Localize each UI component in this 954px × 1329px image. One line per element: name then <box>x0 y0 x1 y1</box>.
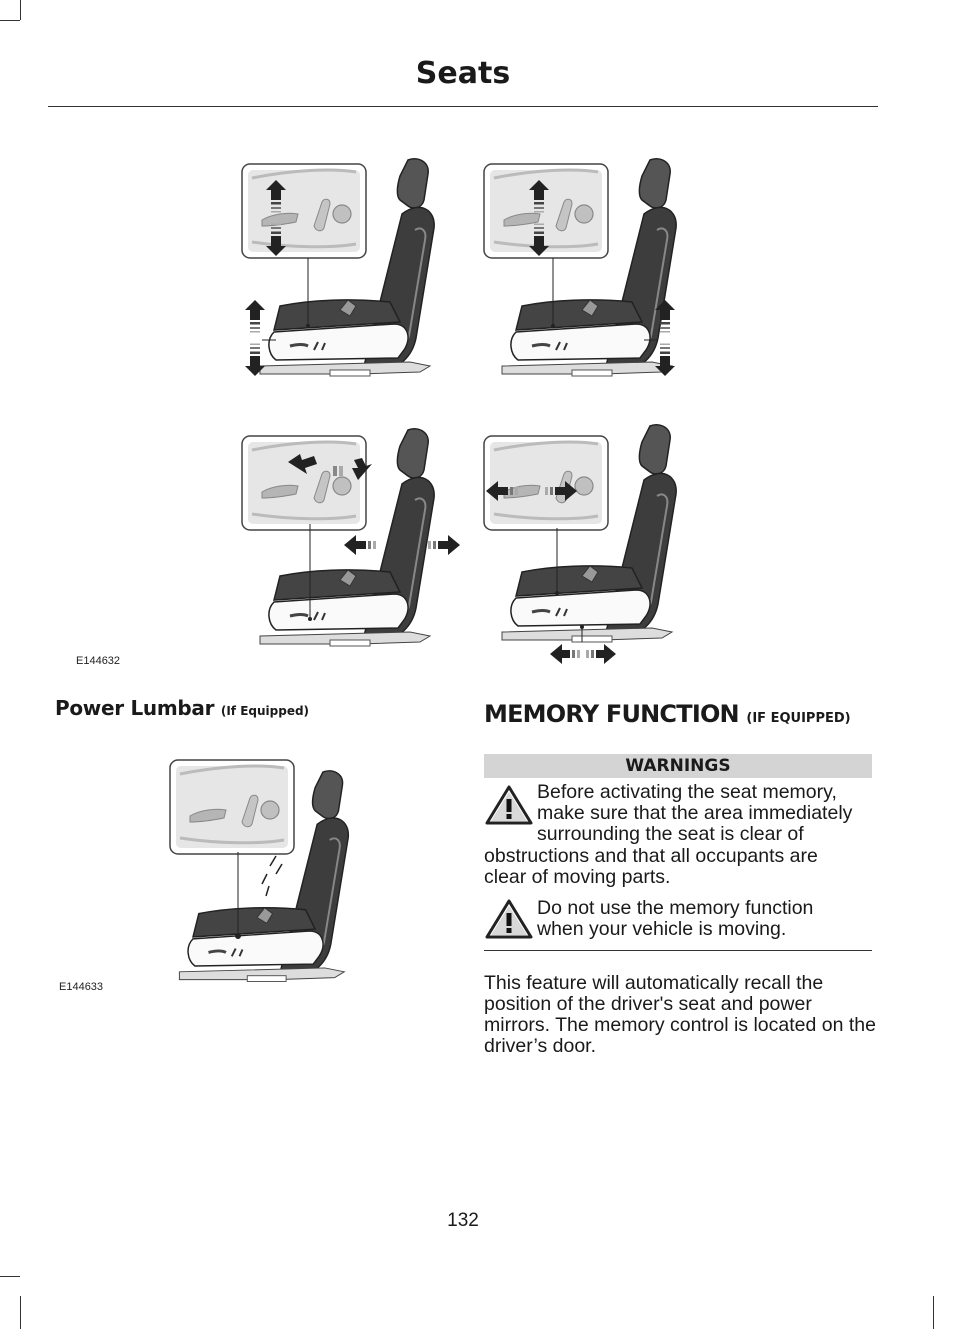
warnings-label: WARNINGS <box>484 754 872 778</box>
control-panel <box>242 436 366 530</box>
warning-text: Do not use the memory function when your vehicle is moving. <box>537 897 814 940</box>
memory-function-title: MEMORY FUNCTION <box>484 700 739 728</box>
crop-mark <box>933 1296 934 1329</box>
control-panel <box>484 436 608 530</box>
arrow-up-icon <box>245 300 265 333</box>
power-lumbar-title: Power Lumbar <box>55 696 215 720</box>
control-panel <box>242 164 366 258</box>
warning-text-continued: obstructions and that all occupants are clear of moving parts. <box>484 845 818 888</box>
warning-triangle-icon <box>484 784 534 826</box>
page-number: 132 <box>447 1210 479 1231</box>
arrow-left-icon <box>344 535 366 555</box>
crop-mark <box>20 0 21 20</box>
page-title: Seats <box>415 56 511 91</box>
arrow-right-icon <box>596 644 616 664</box>
control-panel <box>484 164 608 258</box>
power-lumbar-qualifier: (If Equipped) <box>220 704 310 718</box>
power-lumbar-illustration <box>160 756 360 982</box>
arrow-right-icon <box>438 535 460 555</box>
header-rule <box>48 106 878 107</box>
crop-mark <box>0 1276 20 1277</box>
crop-mark <box>0 20 20 21</box>
memory-function-heading <box>484 700 851 728</box>
figure-code: E144632 <box>76 655 121 667</box>
power-lumbar-heading <box>55 696 309 720</box>
crop-mark <box>20 1296 21 1329</box>
seat-adjustment-illustration <box>230 150 700 670</box>
memory-function-qualifier: (IF EQUIPPED) <box>746 711 851 726</box>
control-panel <box>170 760 294 854</box>
memory-function-body: This feature will automatically recall the position of the driver's seat and power mirrors. The memory control is located on the driver’s door. <box>484 972 876 1057</box>
arrow-left-icon <box>550 644 570 664</box>
figure-code: E144633 <box>59 981 104 993</box>
warning-triangle-icon <box>484 898 534 940</box>
warning-text: Before activating the seat memory, make sure that the area immediately surrounding the seat is clear of <box>537 781 853 845</box>
warnings-divider <box>484 950 872 951</box>
